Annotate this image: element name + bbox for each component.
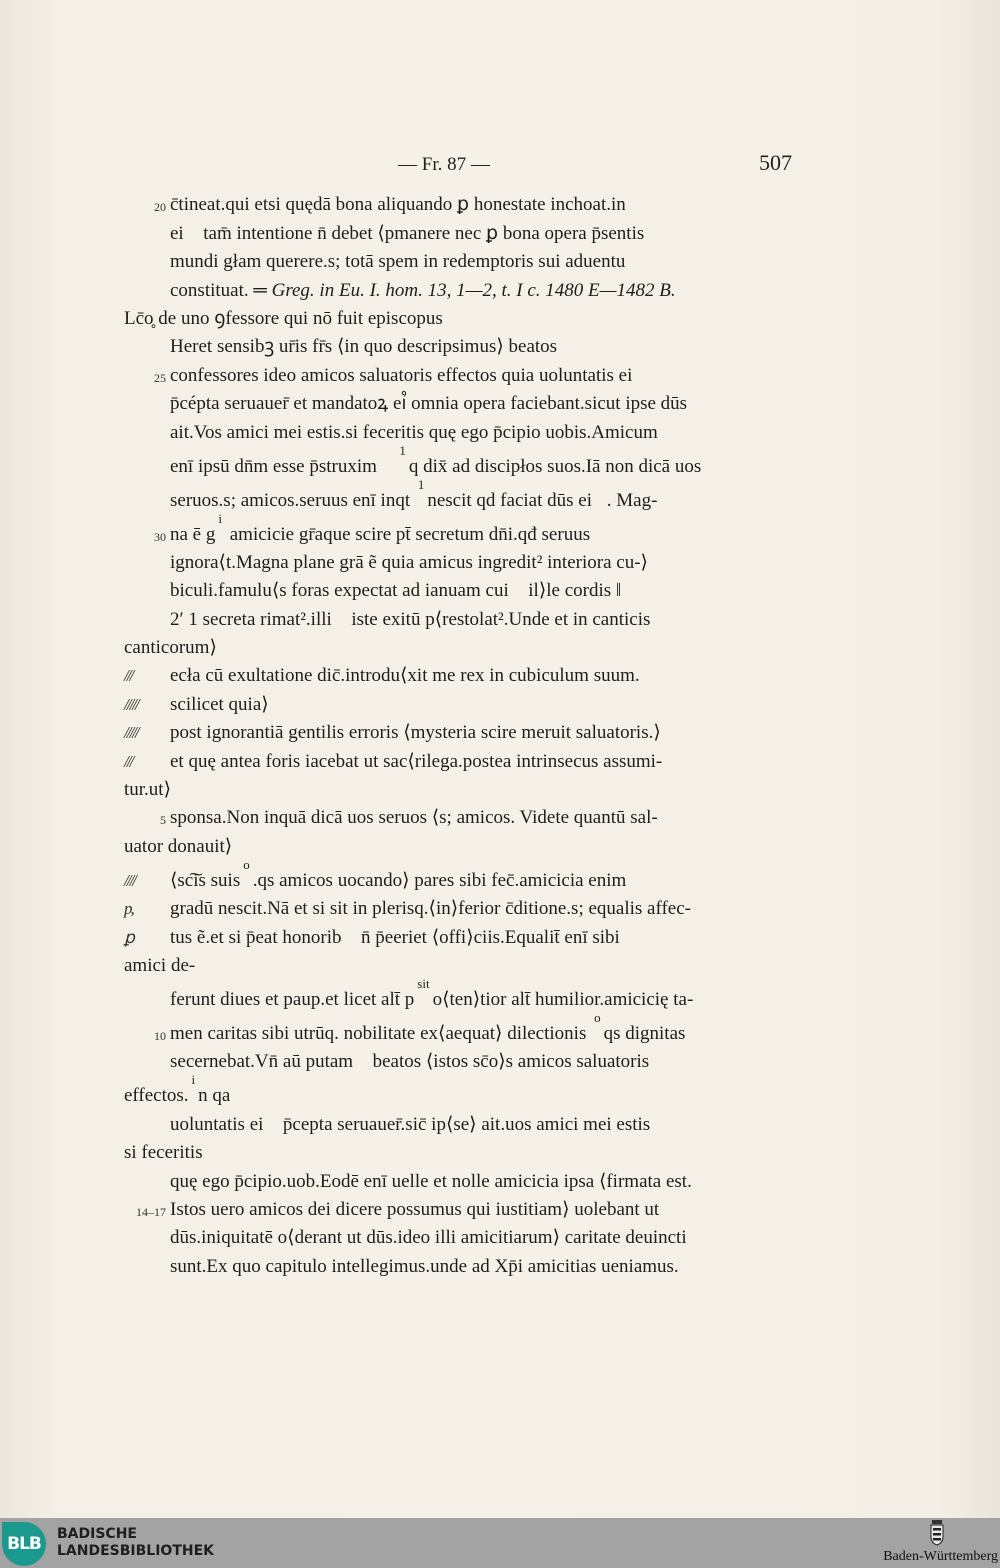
line-gutter xyxy=(124,1193,170,1221)
text-line xyxy=(124,1073,792,1107)
text-line xyxy=(124,687,792,715)
library-name-line2: LANDESBIBLIOTHEK xyxy=(57,1543,215,1559)
text-line xyxy=(124,631,792,659)
line-text: tur.ut⟩ xyxy=(124,779,171,801)
text-line xyxy=(124,801,792,829)
line-text: 2′ 1 secreta rimat².illi᷒ iste exitū p⟨restolat².Unde et in canticis xyxy=(170,608,651,630)
line-gutter xyxy=(124,801,170,829)
library-name[interactable] xyxy=(57,1526,214,1560)
line-text: biculi.famulu⟨s foras expectat ad ianuam cui᷒ il⟩le cordis ‖ xyxy=(170,580,622,602)
line-gutter xyxy=(124,1011,170,1045)
line-text: canticorum⟩ xyxy=(124,637,217,659)
line-body xyxy=(170,975,792,1011)
line-body xyxy=(124,637,792,659)
interlinear-gloss: o xyxy=(243,856,250,872)
text-line xyxy=(124,892,792,920)
page-number: 507 xyxy=(759,150,792,175)
line-text: secernebat.Vn̄ aū putam᷒ beatos ⟨istos sc̄o⟩s amicos saluatoris xyxy=(170,1051,650,1073)
line-body xyxy=(170,393,792,415)
line-body xyxy=(170,476,792,512)
text-line xyxy=(124,858,792,892)
line-body xyxy=(124,1142,792,1164)
line-gutter xyxy=(124,920,170,948)
line-text: sponsa.Non inquā dicā uos seruos ⟨s; amicos. Videte quantū sal- xyxy=(170,807,658,829)
line-number: 5 xyxy=(160,813,166,828)
line-text: na ē gi amicicie gr̄aque scire pt̄ secretum dn̄i.qđ seruus xyxy=(170,510,591,545)
line-gutter xyxy=(124,977,170,1011)
line-body xyxy=(170,609,792,631)
text-line xyxy=(124,829,792,857)
text-block xyxy=(124,188,792,1278)
text-line xyxy=(124,1249,792,1277)
line-text: gradū nescit.Nā et si sit in plerisq.⟨in⟩ferior c̄ditione.s; equalis affec- xyxy=(170,898,691,920)
line-body xyxy=(170,365,792,387)
text-line xyxy=(124,273,792,301)
line-text: men caritas sibi utrūq. nobilitate ex⟨aequat⟩ dilectionis oqs dignitas xyxy=(170,1009,686,1044)
running-head xyxy=(124,150,792,180)
line-text: si feceritis xyxy=(124,1142,203,1164)
line-number: 10 xyxy=(154,1028,166,1043)
line-number: 30 xyxy=(154,529,166,544)
line-text: c̄tineat.qui etsi quędā bona aliquando ꝑ honestate inchoat.in xyxy=(170,194,626,216)
text-line xyxy=(124,358,792,386)
text-line xyxy=(124,1011,792,1045)
margin-mark: ꝑ xyxy=(124,927,133,947)
line-gutter xyxy=(124,546,170,574)
line-body xyxy=(170,807,792,829)
line-gutter xyxy=(124,1045,170,1073)
line-text: ecła cū exultatione dic̄.introdu⟨xit me rex in cubiculum suum. xyxy=(170,665,640,687)
line-gutter xyxy=(124,273,170,301)
line-gutter xyxy=(124,415,170,443)
interlinear-gloss: 1 xyxy=(417,476,425,492)
line-text: Istos uero amicos dei dicere possumus qui iustitiam⟩ uolebant ut xyxy=(170,1198,660,1220)
text-line xyxy=(124,659,792,687)
text-line xyxy=(124,1107,792,1135)
text-line xyxy=(124,1136,792,1164)
line-body xyxy=(170,722,792,744)
line-text: ferunt diues et paup.et licet alt̄ psito⟨ten⟩tior alt̄ humilior.amicicię ta- xyxy=(170,975,694,1010)
line-text: uoluntatis ei᷒ p̄cepta seruauer̄.sic̄ ip⟨se⟩ ait.uos amici mei estis xyxy=(170,1113,651,1135)
line-gutter xyxy=(124,478,170,512)
text-line xyxy=(124,1164,792,1192)
line-number: 14–17 xyxy=(136,1204,166,1219)
library-name-line1: BADISCHE xyxy=(57,1526,137,1542)
line-gutter xyxy=(124,330,170,358)
line-text: ignora⟨t.Magna plane grā ẽ quia amicus ingredit² interiora cu-⟩ xyxy=(170,551,648,573)
line-text: mundi głam querere.s; totā spem in redemptoris sui aduentu xyxy=(170,251,626,273)
line-text: p̄cépta seruauer̄ et mandatoꝝ ei᷒ omnia opera faciebant.sicut ipse dūs xyxy=(170,393,688,415)
line-gutter xyxy=(124,444,170,478)
line-gutter xyxy=(124,716,170,744)
margin-mark: //// xyxy=(124,870,135,890)
text-line xyxy=(124,602,792,630)
citation: Greg. in Eu. I. hom. 13, 1—2, t. I c. 1480 E—1482 B. xyxy=(271,279,676,301)
interlinear-gloss: o xyxy=(594,1009,601,1025)
line-body xyxy=(170,336,792,358)
text-line xyxy=(124,245,792,273)
coat-of-arms-icon xyxy=(929,1520,945,1546)
text-line xyxy=(124,716,792,744)
line-text: constituat. ═ xyxy=(170,279,272,301)
line-gutter xyxy=(124,512,170,546)
line-text: confessores ideo amicos saluatoris effectos quia uoluntatis ei᷒ xyxy=(170,364,648,386)
line-text: et quę antea foris iacebat ut sac⟨rilega.postea intrinsecus assumi- xyxy=(170,750,663,772)
line-text: scilicet quia⟩ xyxy=(170,693,269,715)
footer-bar xyxy=(0,1518,1000,1568)
line-text: uator donauit⟩ xyxy=(124,835,233,857)
line-text: tus ẽ.et si p̄eat honorib᷒ n̄ p̄eeriet ⟨offi⟩ciis.Equalit̄ enī sibi xyxy=(170,926,620,948)
line-body xyxy=(124,836,792,858)
state-name[interactable]: Baden-Württemberg xyxy=(883,1549,998,1564)
line-body xyxy=(170,927,792,949)
line-gutter xyxy=(124,659,170,687)
line-body xyxy=(170,898,792,920)
line-body xyxy=(124,1072,792,1107)
line-body xyxy=(170,552,792,574)
line-body xyxy=(170,751,792,773)
text-line xyxy=(124,977,792,1011)
line-text: ait.Vos amici mei estis.si feceritis quę ego p̄cipio uobis.Amicum xyxy=(170,421,658,443)
text-line xyxy=(124,773,792,801)
line-gutter xyxy=(124,687,170,715)
text-line xyxy=(124,444,792,478)
text-line xyxy=(124,574,792,602)
text-line xyxy=(124,546,792,574)
running-title: — Fr. 87 — xyxy=(398,154,490,175)
line-body xyxy=(170,223,792,245)
line-gutter xyxy=(124,387,170,415)
line-text: enī ipsū dn̄m esse p̄struxim᷒ 1q dix̄ ad discipłos suos.Iā non dicā uos xyxy=(170,442,702,477)
line-body xyxy=(170,1114,792,1136)
line-body xyxy=(170,251,792,273)
line-body xyxy=(170,510,792,546)
text-line xyxy=(124,330,792,358)
margin-mark: /// xyxy=(124,751,133,771)
line-number: 20 xyxy=(154,200,166,215)
text-line xyxy=(124,1193,792,1221)
line-gutter xyxy=(124,1249,170,1277)
line-gutter xyxy=(124,892,170,920)
interlinear-gloss: i xyxy=(191,1072,196,1088)
line-body xyxy=(170,1256,792,1278)
line-body xyxy=(124,308,792,330)
line-text: Lc̄o̥ de uno ꝯfessore qui nō fuit episcopus xyxy=(124,307,443,329)
line-body xyxy=(170,194,792,216)
line-body xyxy=(170,856,792,892)
margin-mark: /// xyxy=(124,666,133,686)
line-gutter xyxy=(124,358,170,386)
line-body xyxy=(170,1009,792,1045)
text-line xyxy=(124,1221,792,1249)
text-line xyxy=(124,949,792,977)
line-body xyxy=(170,280,792,302)
line-body xyxy=(170,1171,792,1193)
text-line xyxy=(124,302,792,330)
text-line xyxy=(124,920,792,948)
line-body xyxy=(170,665,792,687)
interlinear-gloss: 1 xyxy=(399,442,406,458)
interlinear-gloss: sit xyxy=(417,975,430,991)
text-line xyxy=(124,415,792,443)
line-body xyxy=(170,1199,792,1221)
line-text: ⟨sc͠is suiso.qs amicos uocando⟩ pares sibi fec̄.amicicia enim xyxy=(170,856,627,891)
line-gutter xyxy=(124,574,170,602)
margin-mark: ///// xyxy=(124,694,138,714)
blb-logo-icon[interactable]: BLB xyxy=(2,1522,46,1566)
line-gutter xyxy=(124,188,170,216)
line-text: post ignorantiā gentilis erroris ⟨mysteria scire meruit saluatoris.⟩ xyxy=(170,722,661,744)
line-gutter xyxy=(124,858,170,892)
line-body xyxy=(170,422,792,444)
interlinear-gloss: i xyxy=(218,510,222,526)
line-body xyxy=(170,694,792,716)
line-body xyxy=(170,580,792,602)
line-gutter xyxy=(124,1107,170,1135)
line-text: Heret sensibꝫ ur̄is fr̄s ⟨in quo descripsimus⟩ beatos xyxy=(170,336,558,358)
text-line xyxy=(124,512,792,546)
text-line xyxy=(124,744,792,772)
line-text: quę ego p̄cipio.uob.Eodē enī uelle et nolle amicicia ipsa ⟨firmata est. xyxy=(170,1170,692,1192)
line-body xyxy=(124,955,792,977)
line-body xyxy=(170,442,792,478)
text-line xyxy=(124,188,792,216)
line-text: seruos.s; amicos.seruus enī inqt 1nescit qd faciat dūs ei᷒. Mag- xyxy=(170,476,658,511)
line-gutter xyxy=(124,245,170,273)
line-gutter xyxy=(124,1221,170,1249)
line-body xyxy=(170,1227,792,1249)
text-line xyxy=(124,478,792,512)
text-line xyxy=(124,1045,792,1073)
line-number: 25 xyxy=(154,370,166,385)
line-gutter xyxy=(124,744,170,772)
line-gutter xyxy=(124,602,170,630)
line-gutter xyxy=(124,216,170,244)
line-text: dūs.iniquitatē o⟨derant ut dūs.ideo illi amicitiarum⟩ caritate deuincti xyxy=(170,1227,687,1249)
text-line xyxy=(124,387,792,415)
text-line xyxy=(124,216,792,244)
margin-mark: ///// xyxy=(124,723,138,743)
line-body xyxy=(170,1051,792,1073)
line-text: sunt.Ex quo capitulo intellegimus.unde ad Xp̄i amicitias ueniamus. xyxy=(170,1255,679,1277)
line-body xyxy=(124,779,792,801)
margin-mark: p, xyxy=(124,899,133,919)
line-text: ei᷒ tam̄ intentione n̄ debet ⟨pmanere nec ꝑ bona opera p̄sentis xyxy=(170,222,645,244)
line-text: effectos.in qa xyxy=(124,1072,231,1107)
line-text: amici de- xyxy=(124,954,196,976)
line-gutter xyxy=(124,1164,170,1192)
